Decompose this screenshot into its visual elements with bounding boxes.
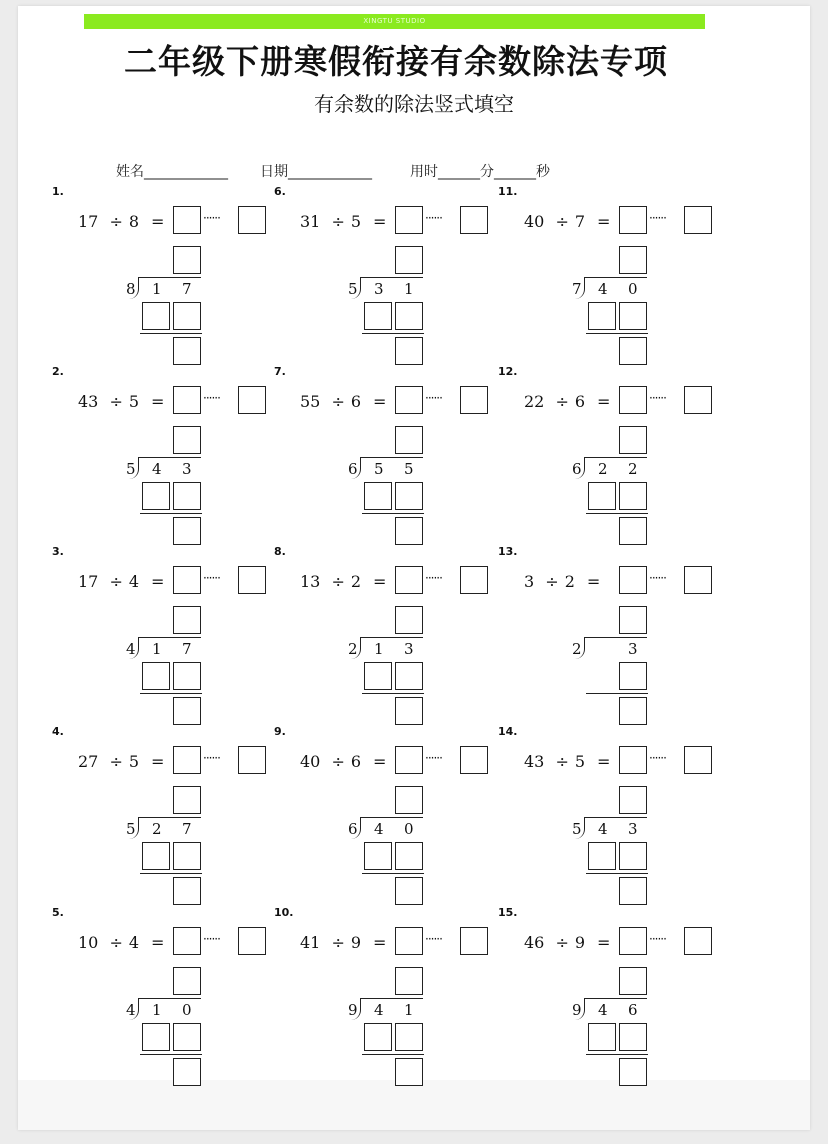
vertical-dividend-tens: 2 (152, 820, 162, 838)
problem-number: 9. (274, 725, 286, 738)
vertical-quotient-box[interactable] (395, 246, 423, 274)
subtraction-line (140, 333, 202, 334)
vertical-product-box-ones[interactable] (395, 662, 423, 690)
subtraction-line (362, 333, 424, 334)
equation-dividend: 43 (524, 752, 545, 771)
vertical-dividend-tens: 4 (598, 1001, 608, 1019)
equation-divisor: 5 (574, 752, 586, 771)
vertical-quotient-box[interactable] (619, 246, 647, 274)
quotient-answer-box[interactable] (395, 927, 423, 955)
divide-sign: ÷ (555, 212, 569, 231)
vertical-dividend-ones: 1 (404, 280, 414, 298)
vertical-quotient-box[interactable] (395, 606, 423, 634)
vertical-dividend-ones: 5 (404, 460, 414, 478)
ellipsis-separator: ······ (203, 751, 220, 765)
vertical-product-box-ones[interactable] (619, 302, 647, 330)
vertical-dividend-ones: 7 (182, 280, 192, 298)
equation-dividend: 22 (524, 392, 545, 411)
ellipsis-separator: ······ (425, 391, 442, 405)
ellipsis-separator: ······ (649, 932, 666, 946)
ellipsis-separator: ······ (425, 211, 442, 225)
banner-text: XINGTU STUDIO (363, 17, 426, 25)
vertical-remainder-box[interactable] (395, 1058, 423, 1086)
problem-equation (524, 933, 610, 952)
problem-number: 2. (52, 365, 64, 378)
vertical-dividend-tens: 4 (598, 280, 608, 298)
problem-number: 3. (52, 545, 64, 558)
equation-divisor: 6 (574, 392, 586, 411)
vertical-quotient-box[interactable] (173, 246, 201, 274)
equals-sign: = (373, 392, 387, 411)
remainder-answer-box[interactable] (460, 206, 488, 234)
quotient-answer-box[interactable] (619, 566, 647, 594)
quotient-answer-box[interactable] (395, 206, 423, 234)
divide-sign: ÷ (109, 752, 123, 771)
equation-dividend: 17 (78, 572, 99, 591)
problem-number: 1. (52, 185, 64, 198)
subtraction-line (140, 693, 202, 694)
subtraction-line (140, 873, 202, 874)
ellipsis-separator: ······ (425, 571, 442, 585)
equation-dividend: 46 (524, 933, 545, 952)
vertical-product-box-ones[interactable] (173, 842, 201, 870)
equation-dividend: 55 (300, 392, 321, 411)
subtraction-line (586, 513, 648, 514)
equation-dividend: 10 (78, 933, 99, 952)
problem-equation (300, 392, 386, 411)
vertical-remainder-box[interactable] (619, 877, 647, 905)
problem-equation (78, 752, 164, 771)
remainder-answer-box[interactable] (684, 927, 712, 955)
vertical-remainder-box[interactable] (619, 517, 647, 545)
vertical-divisor: 5 (126, 820, 136, 838)
divide-sign: ÷ (109, 392, 123, 411)
problem-number: 11. (498, 185, 518, 198)
vertical-quotient-box[interactable] (619, 967, 647, 995)
vertical-quotient-box[interactable] (395, 967, 423, 995)
remainder-answer-box[interactable] (238, 386, 266, 414)
vertical-remainder-box[interactable] (619, 1058, 647, 1086)
ellipsis-separator: ······ (649, 751, 666, 765)
quotient-answer-box[interactable] (173, 386, 201, 414)
divide-sign: ÷ (331, 392, 345, 411)
remainder-answer-box[interactable] (238, 927, 266, 955)
equation-divisor: 4 (128, 572, 140, 591)
vertical-divisor: 4 (126, 1001, 136, 1019)
equation-divisor: 5 (128, 392, 140, 411)
vertical-divisor: 5 (126, 460, 136, 478)
vertical-dividend-ones: 3 (628, 640, 638, 658)
vertical-remainder-box[interactable] (619, 697, 647, 725)
divide-sign: ÷ (331, 933, 345, 952)
vertical-product-box-tens[interactable] (142, 842, 170, 870)
ellipsis-separator: ······ (425, 751, 442, 765)
equation-divisor: 5 (350, 212, 362, 231)
problem-number: 5. (52, 906, 64, 919)
vertical-divisor: 9 (348, 1001, 358, 1019)
vertical-remainder-box[interactable] (619, 337, 647, 365)
quotient-answer-box[interactable] (395, 746, 423, 774)
equals-sign: = (151, 572, 165, 591)
equation-divisor: 9 (574, 933, 586, 952)
vertical-dividend-ones: 3 (628, 820, 638, 838)
divide-sign: ÷ (555, 752, 569, 771)
problem-number: 7. (274, 365, 286, 378)
remainder-answer-box[interactable] (238, 746, 266, 774)
vertical-divisor: 2 (572, 640, 582, 658)
vertical-divisor: 6 (572, 460, 582, 478)
equation-divisor: 9 (350, 933, 362, 952)
equation-dividend: 27 (78, 752, 99, 771)
vertical-product-box-ones[interactable] (619, 842, 647, 870)
vertical-dividend-ones: 0 (404, 820, 414, 838)
equation-dividend: 40 (300, 752, 321, 771)
vertical-product-box-tens[interactable] (364, 1023, 392, 1051)
vertical-quotient-box[interactable] (173, 967, 201, 995)
ellipsis-separator: ······ (203, 211, 220, 225)
vertical-dividend-ones: 7 (182, 820, 192, 838)
equation-divisor: 4 (128, 933, 140, 952)
page-subtitle: 有余数的除法竖式填空 (314, 92, 514, 116)
vertical-quotient-box[interactable] (619, 426, 647, 454)
page-bottom-strip (18, 1080, 810, 1130)
vertical-dividend-ones: 2 (628, 460, 638, 478)
vertical-quotient-box[interactable] (173, 426, 201, 454)
quotient-answer-box[interactable] (395, 386, 423, 414)
equation-dividend: 17 (78, 212, 99, 231)
vertical-dividend-ones: 1 (404, 1001, 414, 1019)
vertical-product-box-ones[interactable] (619, 1023, 647, 1051)
vertical-product-box-tens[interactable] (588, 1023, 616, 1051)
equation-divisor: 2 (350, 572, 362, 591)
vertical-quotient-box[interactable] (173, 786, 201, 814)
quotient-answer-box[interactable] (619, 746, 647, 774)
remainder-answer-box[interactable] (460, 927, 488, 955)
vertical-product-box-ones[interactable] (395, 482, 423, 510)
quotient-answer-box[interactable] (619, 206, 647, 234)
vertical-product-box-tens[interactable] (142, 1023, 170, 1051)
problem-number: 4. (52, 725, 64, 738)
quotient-answer-box[interactable] (619, 386, 647, 414)
divide-sign: ÷ (555, 392, 569, 411)
vertical-product-box-tens[interactable] (364, 482, 392, 510)
vertical-product-box-tens[interactable] (142, 662, 170, 690)
remainder-answer-box[interactable] (684, 566, 712, 594)
divide-sign: ÷ (109, 933, 123, 952)
ellipsis-separator: ······ (203, 932, 220, 946)
division-bracket-top (139, 998, 201, 999)
vertical-remainder-box[interactable] (173, 697, 201, 725)
remainder-answer-box[interactable] (460, 386, 488, 414)
division-bracket-top (139, 457, 201, 458)
vertical-remainder-box[interactable] (173, 1058, 201, 1086)
ellipsis-separator: ······ (649, 391, 666, 405)
vertical-product-box-ones[interactable] (395, 1023, 423, 1051)
equation-dividend: 3 (524, 572, 535, 591)
problem-number: 10. (274, 906, 294, 919)
quotient-answer-box[interactable] (173, 566, 201, 594)
equals-sign: = (373, 212, 387, 231)
vertical-product-box-tens[interactable] (364, 662, 392, 690)
vertical-product-box-ones[interactable] (619, 482, 647, 510)
division-bracket-top (585, 277, 647, 278)
vertical-quotient-box[interactable] (395, 426, 423, 454)
equals-sign: = (597, 933, 611, 952)
divide-sign: ÷ (331, 752, 345, 771)
vertical-quotient-box[interactable] (395, 786, 423, 814)
equals-sign: = (151, 392, 165, 411)
vertical-divisor: 4 (126, 640, 136, 658)
vertical-product-box-tens[interactable] (142, 482, 170, 510)
vertical-remainder-box[interactable] (173, 517, 201, 545)
vertical-product-box-tens[interactable] (364, 842, 392, 870)
divide-sign: ÷ (109, 212, 123, 231)
equals-sign: = (373, 752, 387, 771)
subtraction-line (586, 333, 648, 334)
problem-equation (78, 392, 164, 411)
vertical-remainder-box[interactable] (173, 337, 201, 365)
vertical-dividend-tens: 2 (598, 460, 608, 478)
vertical-dividend-ones: 0 (182, 1001, 192, 1019)
ellipsis-separator: ······ (203, 391, 220, 405)
problem-equation (78, 572, 164, 591)
vertical-remainder-box[interactable] (395, 877, 423, 905)
vertical-divisor: 6 (348, 820, 358, 838)
problem-number: 14. (498, 725, 518, 738)
problem-number: 6. (274, 185, 286, 198)
time-field[interactable]: 用时______分______秒 (410, 164, 550, 180)
vertical-quotient-box[interactable] (619, 606, 647, 634)
division-bracket-top (139, 637, 201, 638)
vertical-product-box-ones[interactable] (619, 662, 647, 690)
quotient-answer-box[interactable] (619, 927, 647, 955)
problem-equation (300, 212, 386, 231)
division-bracket-top (585, 817, 647, 818)
equation-dividend: 13 (300, 572, 321, 591)
ellipsis-separator: ······ (425, 932, 442, 946)
problem-equation (78, 212, 164, 231)
problem-equation (78, 933, 164, 952)
vertical-remainder-box[interactable] (173, 877, 201, 905)
vertical-divisor: 8 (126, 280, 136, 298)
vertical-dividend-tens: 3 (374, 280, 384, 298)
vertical-divisor: 6 (348, 460, 358, 478)
quotient-answer-box[interactable] (395, 566, 423, 594)
subtraction-line (362, 873, 424, 874)
problem-equation (300, 752, 386, 771)
vertical-product-box-tens[interactable] (588, 302, 616, 330)
equation-divisor: 8 (128, 212, 140, 231)
top-banner (84, 14, 705, 29)
vertical-product-box-ones[interactable] (173, 302, 201, 330)
subtraction-line (362, 693, 424, 694)
divide-sign: ÷ (331, 212, 345, 231)
remainder-answer-box[interactable] (684, 386, 712, 414)
ellipsis-separator: ······ (649, 211, 666, 225)
quotient-answer-box[interactable] (173, 206, 201, 234)
division-bracket-top (585, 637, 647, 638)
vertical-product-box-tens[interactable] (588, 842, 616, 870)
division-bracket-top (585, 998, 647, 999)
remainder-answer-box[interactable] (684, 746, 712, 774)
vertical-dividend-tens: 1 (152, 280, 162, 298)
equals-sign: = (151, 752, 165, 771)
vertical-dividend-ones: 6 (628, 1001, 638, 1019)
subtraction-line (586, 1054, 648, 1055)
subtraction-line (140, 1054, 202, 1055)
vertical-dividend-tens: 1 (374, 640, 384, 658)
equals-sign: = (586, 572, 601, 591)
vertical-dividend-ones: 3 (182, 460, 192, 478)
ellipsis-separator: ······ (203, 571, 220, 585)
vertical-divisor: 5 (348, 280, 358, 298)
problem-equation (524, 572, 600, 591)
divide-sign: ÷ (545, 572, 559, 591)
subtraction-line (140, 513, 202, 514)
equation-dividend: 31 (300, 212, 321, 231)
problem-equation (524, 752, 610, 771)
equation-divisor: 5 (128, 752, 140, 771)
vertical-dividend-ones: 3 (404, 640, 414, 658)
vertical-dividend-tens: 5 (374, 460, 384, 478)
equation-divisor: 7 (574, 212, 586, 231)
problem-equation (300, 933, 386, 952)
vertical-dividend-tens: 4 (374, 1001, 384, 1019)
vertical-product-box-tens[interactable] (364, 302, 392, 330)
equation-divisor: 6 (350, 752, 362, 771)
remainder-answer-box[interactable] (460, 566, 488, 594)
divide-sign: ÷ (109, 572, 123, 591)
quotient-answer-box[interactable] (173, 746, 201, 774)
vertical-dividend-tens: 1 (152, 1001, 162, 1019)
problem-number: 8. (274, 545, 286, 558)
subtraction-line (586, 693, 648, 694)
equation-dividend: 41 (300, 933, 321, 952)
vertical-dividend-ones: 7 (182, 640, 192, 658)
equation-divisor: 2 (564, 572, 575, 591)
vertical-dividend-tens: 4 (374, 820, 384, 838)
remainder-answer-box[interactable] (684, 206, 712, 234)
division-bracket-top (361, 998, 423, 999)
equation-divisor: 6 (350, 392, 362, 411)
equation-dividend: 40 (524, 212, 545, 231)
division-bracket-top (139, 277, 201, 278)
equals-sign: = (597, 212, 611, 231)
equals-sign: = (151, 212, 165, 231)
problem-number: 12. (498, 365, 518, 378)
equals-sign: = (151, 933, 165, 952)
vertical-dividend-tens: 4 (152, 460, 162, 478)
equals-sign: = (373, 572, 387, 591)
division-bracket-top (361, 457, 423, 458)
remainder-answer-box[interactable] (238, 566, 266, 594)
divide-sign: ÷ (555, 933, 569, 952)
vertical-remainder-box[interactable] (395, 697, 423, 725)
division-bracket-top (361, 817, 423, 818)
vertical-divisor: 9 (572, 1001, 582, 1019)
division-bracket-top (361, 277, 423, 278)
remainder-answer-box[interactable] (238, 206, 266, 234)
division-bracket-top (361, 637, 423, 638)
subtraction-line (362, 1054, 424, 1055)
vertical-dividend-ones: 0 (628, 280, 638, 298)
subtraction-line (586, 873, 648, 874)
vertical-product-box-ones[interactable] (395, 842, 423, 870)
date-field[interactable]: 日期____________ (260, 164, 372, 180)
vertical-divisor: 7 (572, 280, 582, 298)
vertical-product-box-ones[interactable] (173, 482, 201, 510)
quotient-answer-box[interactable] (173, 927, 201, 955)
subtraction-line (362, 513, 424, 514)
vertical-dividend-tens: 1 (152, 640, 162, 658)
vertical-dividend-tens: 4 (598, 820, 608, 838)
problem-number: 15. (498, 906, 518, 919)
name-field[interactable]: 姓名____________ (116, 164, 228, 180)
equation-dividend: 43 (78, 392, 99, 411)
problem-number: 13. (498, 545, 518, 558)
division-bracket-top (585, 457, 647, 458)
vertical-product-box-ones[interactable] (173, 1023, 201, 1051)
vertical-divisor: 2 (348, 640, 358, 658)
problem-equation (524, 212, 610, 231)
ellipsis-separator: ······ (649, 571, 666, 585)
problem-equation (300, 572, 386, 591)
page-title: 二年级下册寒假衔接有余数除法专项 (124, 42, 668, 81)
vertical-quotient-box[interactable] (173, 606, 201, 634)
vertical-product-box-ones[interactable] (395, 302, 423, 330)
vertical-remainder-box[interactable] (395, 337, 423, 365)
divide-sign: ÷ (331, 572, 345, 591)
vertical-remainder-box[interactable] (395, 517, 423, 545)
vertical-product-box-ones[interactable] (173, 662, 201, 690)
division-bracket-top (139, 817, 201, 818)
vertical-divisor: 5 (572, 820, 582, 838)
vertical-product-box-tens[interactable] (142, 302, 170, 330)
equals-sign: = (597, 392, 611, 411)
equals-sign: = (597, 752, 611, 771)
remainder-answer-box[interactable] (460, 746, 488, 774)
equals-sign: = (373, 933, 387, 952)
vertical-quotient-box[interactable] (619, 786, 647, 814)
problem-equation (524, 392, 610, 411)
vertical-product-box-tens[interactable] (588, 482, 616, 510)
